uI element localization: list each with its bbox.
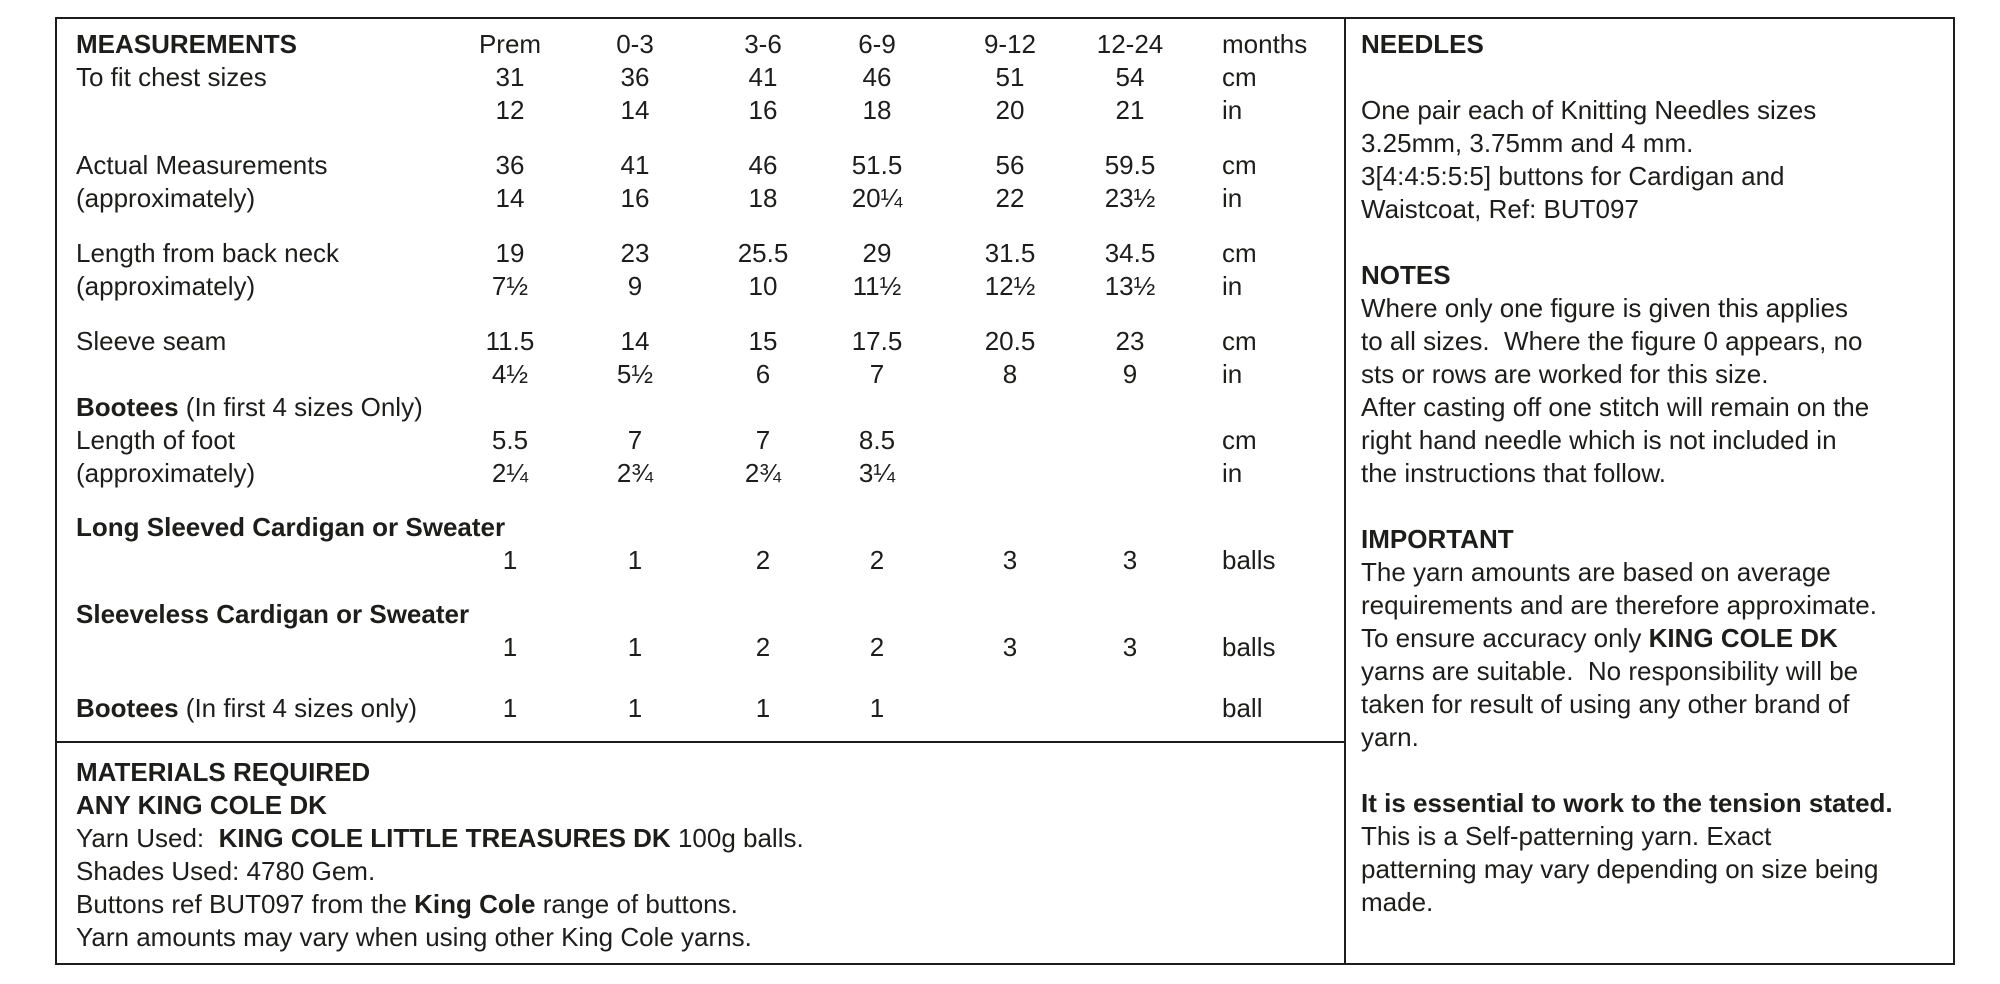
table-cell: 51 — [995, 62, 1025, 92]
table-cell: 36 — [495, 150, 525, 180]
needles-line: 3.25mm, 3.75mm and 4 mm. — [1361, 128, 1694, 158]
table-cell: 2¾ — [616, 458, 654, 488]
section-divider — [55, 741, 1346, 743]
table-cell: 31.5 — [984, 238, 1036, 268]
row-label: Actual Measurements — [76, 150, 328, 180]
table-cell: 12 — [495, 95, 525, 125]
notes-line: to all sizes. Where the figure 0 appears, no — [1361, 326, 1863, 356]
unit-label: balls — [1222, 632, 1276, 662]
size-header: 6-9 — [858, 29, 896, 59]
unit-label: cm — [1222, 326, 1257, 356]
size-unit: months — [1222, 29, 1308, 59]
table-cell: 6 — [755, 359, 771, 389]
table-cell: 2¾ — [744, 458, 782, 488]
table-cell: 54 — [1115, 62, 1145, 92]
table-cell: 23 — [1115, 326, 1145, 356]
table-cell: 17.5 — [851, 326, 903, 356]
table-cell: 46 — [748, 150, 778, 180]
table-cell: 20 — [995, 95, 1025, 125]
table-cell: 8 — [1002, 359, 1018, 389]
materials-section — [76, 756, 804, 954]
needles-line: 3[4:4:5:5:5] buttons for Cardigan and — [1361, 161, 1785, 191]
right-column — [1361, 28, 1951, 919]
size-header: 12-24 — [1096, 29, 1164, 59]
important-line: yarns are suitable. No responsibility will be — [1361, 656, 1859, 686]
table-cell: 11.5 — [485, 326, 535, 356]
important-line: To ensure accuracy only KING COLE DK — [1361, 623, 1838, 653]
table-cell: 22 — [995, 183, 1025, 213]
table-cell: 1 — [627, 632, 643, 662]
notes-line: After casting off one stitch will remain on the — [1361, 392, 1870, 422]
table-cell: 3 — [1122, 545, 1138, 575]
table-cell: 23 — [620, 238, 650, 268]
notes-line: Where only one figure is given this applies — [1361, 293, 1849, 323]
tension-statement: It is essential to work to the tension stated. — [1361, 788, 1893, 818]
table-cell: 31 — [495, 62, 525, 92]
table-cell: 21 — [1115, 95, 1145, 125]
size-header: 9-12 — [983, 29, 1037, 59]
needles-heading: NEEDLES — [1361, 29, 1484, 59]
table-cell: 16 — [748, 95, 778, 125]
table-cell: 10 — [748, 271, 778, 301]
table-cell: 1 — [869, 693, 885, 723]
table-cell: 59.5 — [1104, 150, 1156, 180]
row-label: Length from back neck — [76, 238, 340, 268]
unit-label: in — [1222, 271, 1243, 301]
table-cell: 1 — [627, 693, 643, 723]
buttons-line: Buttons ref BUT097 from the King Cole range of buttons. — [76, 889, 738, 919]
table-cell: 8.5 — [858, 425, 896, 455]
tension-line: This is a Self-patterning yarn. Exact — [1361, 821, 1772, 851]
table-cell: 14 — [495, 183, 525, 213]
table-cell: 19 — [495, 238, 525, 268]
important-line: yarn. — [1361, 722, 1419, 752]
table-cell: 41 — [620, 150, 650, 180]
notes-line: right hand needle which is not included in — [1361, 425, 1837, 455]
measurements-heading: MEASUREMENTS — [76, 29, 298, 59]
important-line: requirements and are therefore approximate. — [1361, 590, 1877, 620]
table-cell: 12½ — [984, 271, 1036, 301]
table-cell: 23½ — [1104, 183, 1156, 213]
unit-label: in — [1222, 359, 1243, 389]
unit-label: cm — [1222, 425, 1257, 455]
table-cell: 46 — [862, 62, 892, 92]
unit-label: balls — [1222, 545, 1276, 575]
table-cell: 51.5 — [851, 150, 903, 180]
materials-subheading: ANY KING COLE DK — [76, 790, 327, 820]
table-cell: 1 — [502, 693, 518, 723]
materials-heading: MATERIALS REQUIRED — [76, 757, 371, 787]
important-heading: IMPORTANT — [1361, 524, 1514, 554]
table-cell: 7½ — [491, 271, 529, 301]
table-cell: 2 — [755, 545, 771, 575]
table-cell: 5.5 — [491, 425, 529, 455]
yarn-row-heading: Long Sleeved Cardigan or Sweater — [76, 512, 506, 542]
unit-label: cm — [1222, 62, 1257, 92]
row-label: To fit chest sizes — [76, 62, 267, 92]
important-line: The yarn amounts are based on average — [1361, 557, 1831, 587]
table-cell: 20¼ — [851, 183, 903, 213]
table-cell: 20.5 — [984, 326, 1036, 356]
table-cell: 11½ — [852, 271, 902, 301]
unit-label: cm — [1222, 238, 1257, 268]
bootees-yarn-label: Bootees (In first 4 sizes only) — [76, 693, 417, 723]
yarn-used-line: Yarn Used: KING COLE LITTLE TREASURES DK 100g balls. — [76, 823, 804, 853]
table-cell: 18 — [862, 95, 892, 125]
table-cell: 3 — [1002, 632, 1018, 662]
table-cell: 56 — [995, 150, 1025, 180]
table-cell: 36 — [620, 62, 650, 92]
important-line: taken for result of using any other brand of — [1361, 689, 1850, 719]
tension-line: patterning may vary depending on size being — [1361, 854, 1879, 884]
shades-line: Shades Used: 4780 Gem. — [76, 856, 376, 886]
table-cell: 5½ — [616, 359, 654, 389]
bootees-heading: Bootees (In first 4 sizes Only) — [76, 392, 423, 422]
table-cell: 41 — [748, 62, 778, 92]
table-cell: 29 — [862, 238, 892, 268]
size-header: 0-3 — [616, 29, 654, 59]
table-cell: 16 — [620, 183, 650, 213]
table-cell: 14 — [620, 95, 650, 125]
row-label: (approximately) — [76, 183, 256, 213]
table-cell: 34.5 — [1104, 238, 1156, 268]
unit-label: cm — [1222, 150, 1257, 180]
row-label: (approximately) — [76, 458, 256, 488]
table-cell: 14 — [620, 326, 650, 356]
table-cell: 9 — [1122, 359, 1138, 389]
table-cell: 13½ — [1104, 271, 1156, 301]
table-cell: 18 — [748, 183, 778, 213]
notes-line: sts or rows are worked for this size. — [1361, 359, 1769, 389]
tension-line: made. — [1361, 887, 1434, 917]
row-label: Sleeve seam — [76, 326, 227, 356]
table-cell: 2 — [869, 632, 885, 662]
needles-line: One pair each of Knitting Needles sizes — [1361, 95, 1817, 125]
yarn-row-heading: Sleeveless Cardigan or Sweater — [76, 599, 470, 629]
unit-label: in — [1222, 95, 1243, 125]
row-label: Length of foot — [76, 425, 236, 455]
table-cell: 7 — [627, 425, 643, 455]
table-cell: 2 — [869, 545, 885, 575]
table-cell: 3¼ — [858, 458, 896, 488]
table-cell: 3 — [1122, 632, 1138, 662]
unit-label: in — [1222, 183, 1243, 213]
size-header: Prem — [478, 29, 542, 59]
table-cell: 7 — [755, 425, 771, 455]
table-cell: 25.5 — [737, 238, 789, 268]
notes-line: the instructions that follow. — [1361, 458, 1666, 488]
table-cell: 9 — [627, 271, 643, 301]
table-cell: 2 — [755, 632, 771, 662]
unit-label: ball — [1222, 693, 1263, 723]
table-cell: 4½ — [491, 359, 529, 389]
row-label: (approximately) — [76, 271, 256, 301]
unit-label: in — [1222, 458, 1243, 488]
yarn-vary-line: Yarn amounts may vary when using other King Cole yarns. — [76, 922, 752, 952]
column-divider — [1344, 17, 1346, 965]
notes-heading: NOTES — [1361, 260, 1451, 290]
table-cell: 2¼ — [491, 458, 529, 488]
table-cell: 1 — [755, 693, 771, 723]
needles-line: Waistcoat, Ref: BUT097 — [1361, 194, 1639, 224]
size-header: 3-6 — [744, 29, 782, 59]
table-cell: 7 — [869, 359, 885, 389]
table-cell: 1 — [502, 632, 518, 662]
table-cell: 3 — [1002, 545, 1018, 575]
table-cell: 1 — [627, 545, 643, 575]
table-cell: 15 — [748, 326, 778, 356]
table-cell: 1 — [502, 545, 518, 575]
